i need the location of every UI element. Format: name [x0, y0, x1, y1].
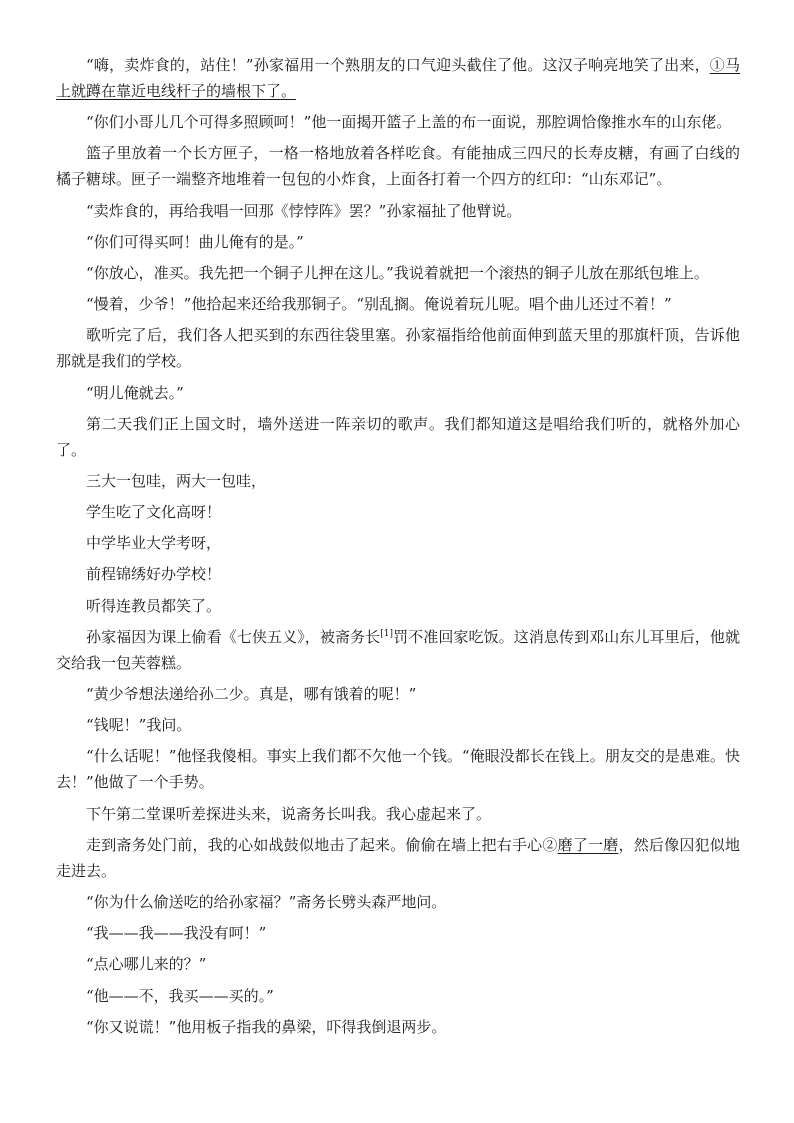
paragraph — [56, 109, 740, 135]
paragraph-text: 歌听完了后，我们各人把买到的东西往袋里塞。孙家福指给他前面伸到蓝天里的那旗杆顶，告诉他那就是我们的学校。 — [56, 326, 740, 371]
paragraph-text: “慢着，少爷！”他拾起来还给我那铜子。“别乱搁。俺说着玩儿呢。唱个曲儿还过不着！” — [86, 295, 672, 314]
paragraph — [56, 411, 740, 463]
paragraph — [56, 468, 740, 494]
paragraph — [56, 198, 740, 224]
paragraph — [56, 260, 740, 286]
paragraph — [56, 832, 740, 884]
paragraph-text: 听得连教员都笑了。 — [86, 596, 222, 615]
paragraph-text: 走到斋务处门前，我的心如战鼓似地击了起来。偷偷在墙上把右手心② — [86, 835, 558, 854]
paragraph-text: 下午第二堂课听差探进头来，说斋务长叫我。我心虚起来了。 — [86, 804, 492, 823]
paragraph — [56, 743, 740, 795]
paragraph — [56, 1014, 740, 1040]
paragraph — [56, 951, 740, 977]
paragraph-text: “嗨，卖炸食的，站住！”孙家福用一个熟朋友的口气迎头截住了他。这汉子响亮地笑了出来， — [86, 56, 710, 74]
paragraph — [56, 52, 740, 104]
paragraph — [56, 593, 740, 619]
paragraph-text: “明儿俺就去。” — [86, 383, 184, 402]
paragraph — [56, 140, 740, 192]
paragraph-text: 前程锦绣好办学校！ — [86, 565, 222, 584]
paragraph — [56, 229, 740, 255]
paragraph-text: “我——我——我没有呵！” — [86, 924, 267, 943]
paragraph — [56, 380, 740, 406]
paragraph — [56, 561, 740, 587]
paragraph-text: “他——不，我买——买的。” — [86, 986, 274, 1005]
paragraph-text: 孙家福因为课上偷看《七侠五义》，被斋务长 — [86, 627, 381, 646]
paragraph — [56, 983, 740, 1009]
paragraph-text: “你又说谎！”他用板子指我的鼻梁，吓得我倒退两步。 — [86, 1017, 447, 1036]
paragraph-text: “钱呢！”我问。 — [86, 716, 192, 735]
paragraph-text: 中学毕业大学考呀， — [86, 534, 222, 553]
paragraph-text: 学生吃了文化高呀！ — [86, 503, 222, 522]
paragraph-text: 篮子里放着一个长方匣子，一格一格地放着各样吃食。有能抽成三四尺的长寿皮糖，有画了白线的橘子糖球。匣子一端整齐地堆着一包包的小炸食，上面各打着一个四方的红印：“山东邓记”。 — [56, 144, 740, 189]
paragraph-text: 罚不准回家吃饭。这消息传到邓山东儿耳里后，他就交给我一包芙蓉糕。 — [56, 627, 740, 672]
paragraph — [56, 801, 740, 827]
paragraph-text: “你们可得买呵！曲儿俺有的是。” — [86, 232, 304, 251]
paragraph-text: “什么话呢！”他怪我傻相。事实上我们都不欠他一个钱。“俺眼没都长在钱上。朋友交的是患难。快去！”他做了一个手势。 — [56, 747, 740, 792]
footnote-marker: [1] — [380, 628, 393, 639]
paragraph — [56, 889, 740, 915]
paragraph-text: ，然后像囚犯似地走进去。 — [56, 835, 740, 880]
paragraph — [56, 920, 740, 946]
paragraph-text: “点心哪儿来的？” — [86, 955, 207, 974]
paragraph-text: “你为什么偷送吃的给孙家福？”斋务长劈头森严地问。 — [86, 892, 447, 911]
paragraph — [56, 291, 740, 317]
underlined-text: 磨了一磨 — [557, 835, 619, 854]
paragraph-text: “卖炸食的，再给我唱一回那《悖悖阵》罢？”孙家福扯了他臂说。 — [86, 201, 522, 220]
paragraph — [56, 499, 740, 525]
paragraph — [56, 530, 740, 556]
paragraph — [56, 712, 740, 738]
paragraph-text: 三大一包哇，两大一包哇， — [86, 471, 267, 490]
paragraph-text: “黄少爷想法递给孙二少。真是，哪有饿着的呢！” — [86, 685, 417, 703]
document-body — [56, 52, 740, 1045]
paragraph-text: “你放心，准买。我先把一个铜子儿押在这儿。”我说着就把一个滚热的铜子儿放在那纸包堆上。 — [86, 263, 709, 282]
paragraph-text: 第二天我们正上国文时，墙外送进一阵亲切的歌声。我们都知道这是唱给我们听的，就格外加心了。 — [56, 414, 740, 459]
paragraph-text: “你们小哥儿几个可得多照顾呵！”他一面揭开篮子上盖的布一面说，那腔调恰像推水车的山东佬。 — [86, 113, 732, 132]
paragraph — [56, 681, 740, 707]
underlined-text: ①马上就蹲在靠近电线杆子的墙根下了。 — [56, 56, 740, 100]
paragraph — [56, 322, 740, 374]
paragraph — [56, 624, 740, 676]
